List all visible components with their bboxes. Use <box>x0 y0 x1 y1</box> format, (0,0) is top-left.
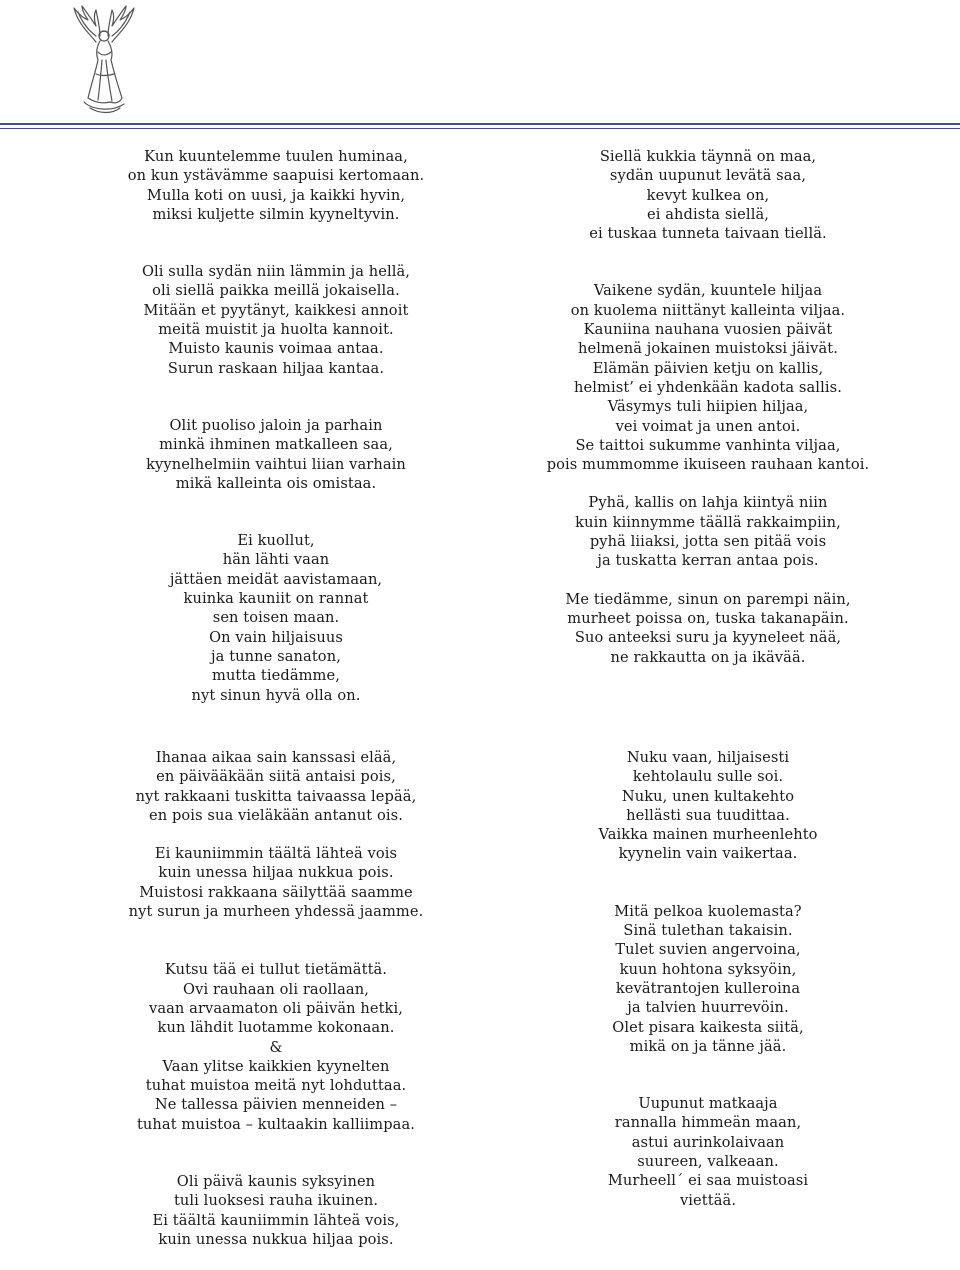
poem-stanza: Kun kuuntelemme tuulen huminaa, on kun ystävämme saapuisi kertomaan. Mulla koti on uusi, ja kaikki hyvin, miksi kuljette silmin kyyneltyvin. <box>127 148 425 223</box>
poem-stanza: Ei kauniimmin täältä lähteä vois kuin unessa hiljaa nukkua pois. Muistosi rakkaana säilyttää saamme nyt surun ja murheen yhdessä jaamme. <box>128 845 424 921</box>
poem-stanza: Me tiedämme, sinun on parempi näin, murheet poissa on, tuska takanapäin. Suo anteeksi suru ja kyyneleet nää, ne rakkautta on ja ikävää. <box>565 590 851 666</box>
angel-icon <box>66 2 142 118</box>
header-rule-thin <box>0 128 960 129</box>
poem-stanza: Oli sulla sydän niin lämmin ja hellä, oli siellä paikka meillä jokaisella. Mitään et pyytänyt, kaikkesi annoit meitä muistit ja huolta kannoit. Muisto kaunis voimaa antaa. Surun raskaan hiljaa kantaa. <box>141 263 411 377</box>
poem-stanza: Kutsu tää ei tullut tietämättä. Ovi rauhaan oli raollaan, vaan arvaamaton oli päivän hetki, kun lähdit luotamme kokonaan. & Vaan ylitse kaikkien kyynelten tuhat muistoa meitä nyt lohduttaa. Ne tallessa päivien menneiden – tuhat muistoa – kultaakin kalliimpaa. <box>136 961 416 1133</box>
poem-stanza: Mitä pelkoa kuolemasta? Sinä tulethan takaisin. Tulet suvien angervoina, kuun hohtona syksyöin, kevätrantojen kulleroina ja talvien huurrevöin. Olet pisara kaikesta siitä, mikä on ja tänne jää. <box>612 902 804 1055</box>
poem-stanza: Siellä kukkia täynnä on maa, sydän uupunut levätä saa, kevyt kulkea on, ei ahdista siellä, ei tuskaa tunneta taivaan tiellä. <box>589 148 827 243</box>
poem-stanza: Nuku vaan, hiljaisesti kehtolaulu sulle soi. Nuku, unen kultakehto hellästi sua tuudittaa. Vaikka mainen murheenlehto kyynelin vain vaikertaa. <box>598 749 818 863</box>
poem-column-top-right <box>522 147 894 667</box>
poem-column-top-left <box>90 147 462 705</box>
poem-stanza: Ei kuollut, hän lähti vaan jättäen meidät aavistamaan, kuinka kauniit on rannat sen toisen maan. On vain hiljaisuus ja tunne sanaton, mutta tiedämme, nyt sinun hyvä olla on. <box>169 532 383 704</box>
poem-stanza: Ihanaa aikaa sain kanssasi elää, en päivääkään siitä antaisi pois, nyt rakkaani tuskitta taivaassa lepää, en pois sua vieläkään antanut ois. <box>135 749 417 824</box>
poem-column-bottom-left <box>90 748 462 1249</box>
poem-column-bottom-right <box>522 748 894 1210</box>
poem-stanza: Uupunut matkaaja rannalla himmeän maan, astui aurinkolaivaan suureen, valkeaan. Murheell´ ei saa muistoasi viettää. <box>607 1095 809 1209</box>
header-rule <box>0 123 960 125</box>
poem-stanza: Vaikene sydän, kuuntele hiljaa on kuolema niittänyt kalleinta viljaa. Kauniina nauhana vuosien päivät helmenä jokainen muistoksi jäivät. Elämän päivien ketju on kallis, helmist’ ei yhdenkään kadota sallis. Väsymys tuli hiipien hiljaa, vei voimat ja unen antoi. Se taittoi sukumme vanhinta viljaa, pois mummomme ikuiseen rauhaan kantoi. <box>546 282 870 474</box>
poem-stanza: Oli päivä kaunis syksyinen tuli luoksesi rauha ikuinen. Ei täältä kauniimmin lähteä vois, kuin unessa nukkua hiljaa pois. <box>152 1173 400 1248</box>
poem-stanza: Olit puoliso jaloin ja parhain minkä ihminen matkalleen saa, kyynelhelmiin vaihtui liian varhain mikä kalleinta ois omistaa. <box>146 416 406 492</box>
poem-stanza: Pyhä, kallis on lahja kiintyä niin kuin kiinnymme täällä rakkaimpiin, pyhä liiaksi, jotta sen pitää vois ja tuskatta kerran antaa pois. <box>575 494 841 570</box>
